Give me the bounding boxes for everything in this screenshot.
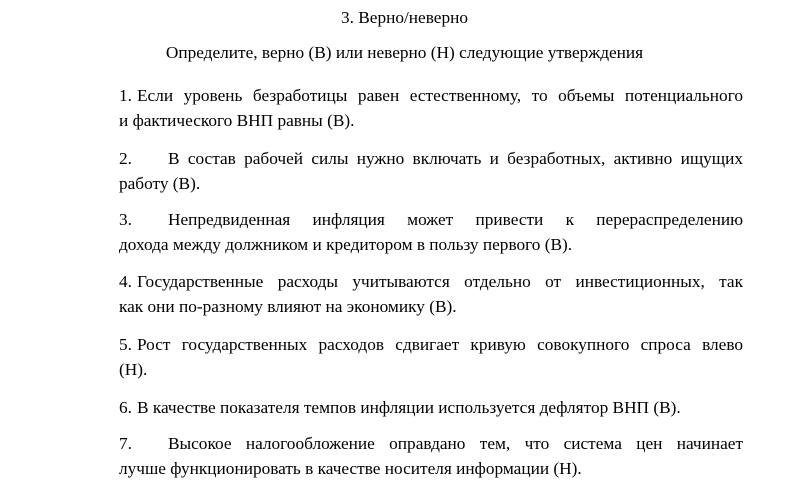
statement-5-text-line-2: (Н). [119,360,148,379]
statement-7-text-line-2: лучше функционировать в качестве носителя информации (Н). [119,459,582,478]
statement-3-line-1 [119,207,743,232]
statement-1-text-line-2: и фактического ВНП равны (В). [119,111,355,130]
statement-7-line-1 [119,431,743,456]
statement-4-text-line-2: как они по-разному влияют на экономику (В). [119,297,457,316]
statement-3-number: 3. [119,210,132,229]
statement-2-line-1 [119,146,743,171]
statement-4-text-line-1: Государственные расходы учитываются отдельно от инвестиционных, так [136,272,743,291]
statement-6-number: 6. [119,398,132,417]
instruction-text: Определите, верно (В) или неверно (Н) следующие утверждения [165,43,644,62]
statement-1-line-1 [119,83,743,108]
statement-6-line-1 [119,395,743,420]
statement-4 [119,269,743,319]
statement-6-text-line-1: В качестве показателя темпов инфляции используется дефлятор ВНП (В). [136,398,681,417]
statement-5 [119,332,743,382]
statement-5-line-1 [119,332,743,357]
section-title: 3. Верно/неверно [341,8,468,27]
statement-2-text-line-1: В состав рабочей силы нужно включать и безработных, активно ищущих [168,149,743,168]
statement-4-line-1 [119,269,743,294]
statement-1-number: 1. [119,86,132,105]
statement-1 [119,83,743,133]
statement-3-text-line-2: дохода между должником и кредитором в пользу первого (В). [119,235,573,254]
statement-2 [119,146,743,196]
statement-2-number: 2. [119,149,132,168]
statement-3-text-line-1: Непредвиденная инфляция может привести к перераспределению [168,210,743,229]
statement-7-text-line-1: Высокое налогообложение оправдано тем, что система цен начинает [168,434,743,453]
statement-4-number: 4. [119,272,132,291]
statement-6 [119,395,743,420]
statement-7-number: 7. [119,434,132,453]
statement-3 [119,207,743,257]
statement-1-text-line-1: Если уровень безработицы равен естественному, то объемы потенциального [136,86,743,105]
statement-7 [119,431,743,481]
statement-2-text-line-2: работу (В). [119,174,201,193]
statement-5-number: 5. [119,335,132,354]
statement-5-text-line-1: Рост государственных расходов сдвигает кривую совокупного спроса влево [136,335,743,354]
